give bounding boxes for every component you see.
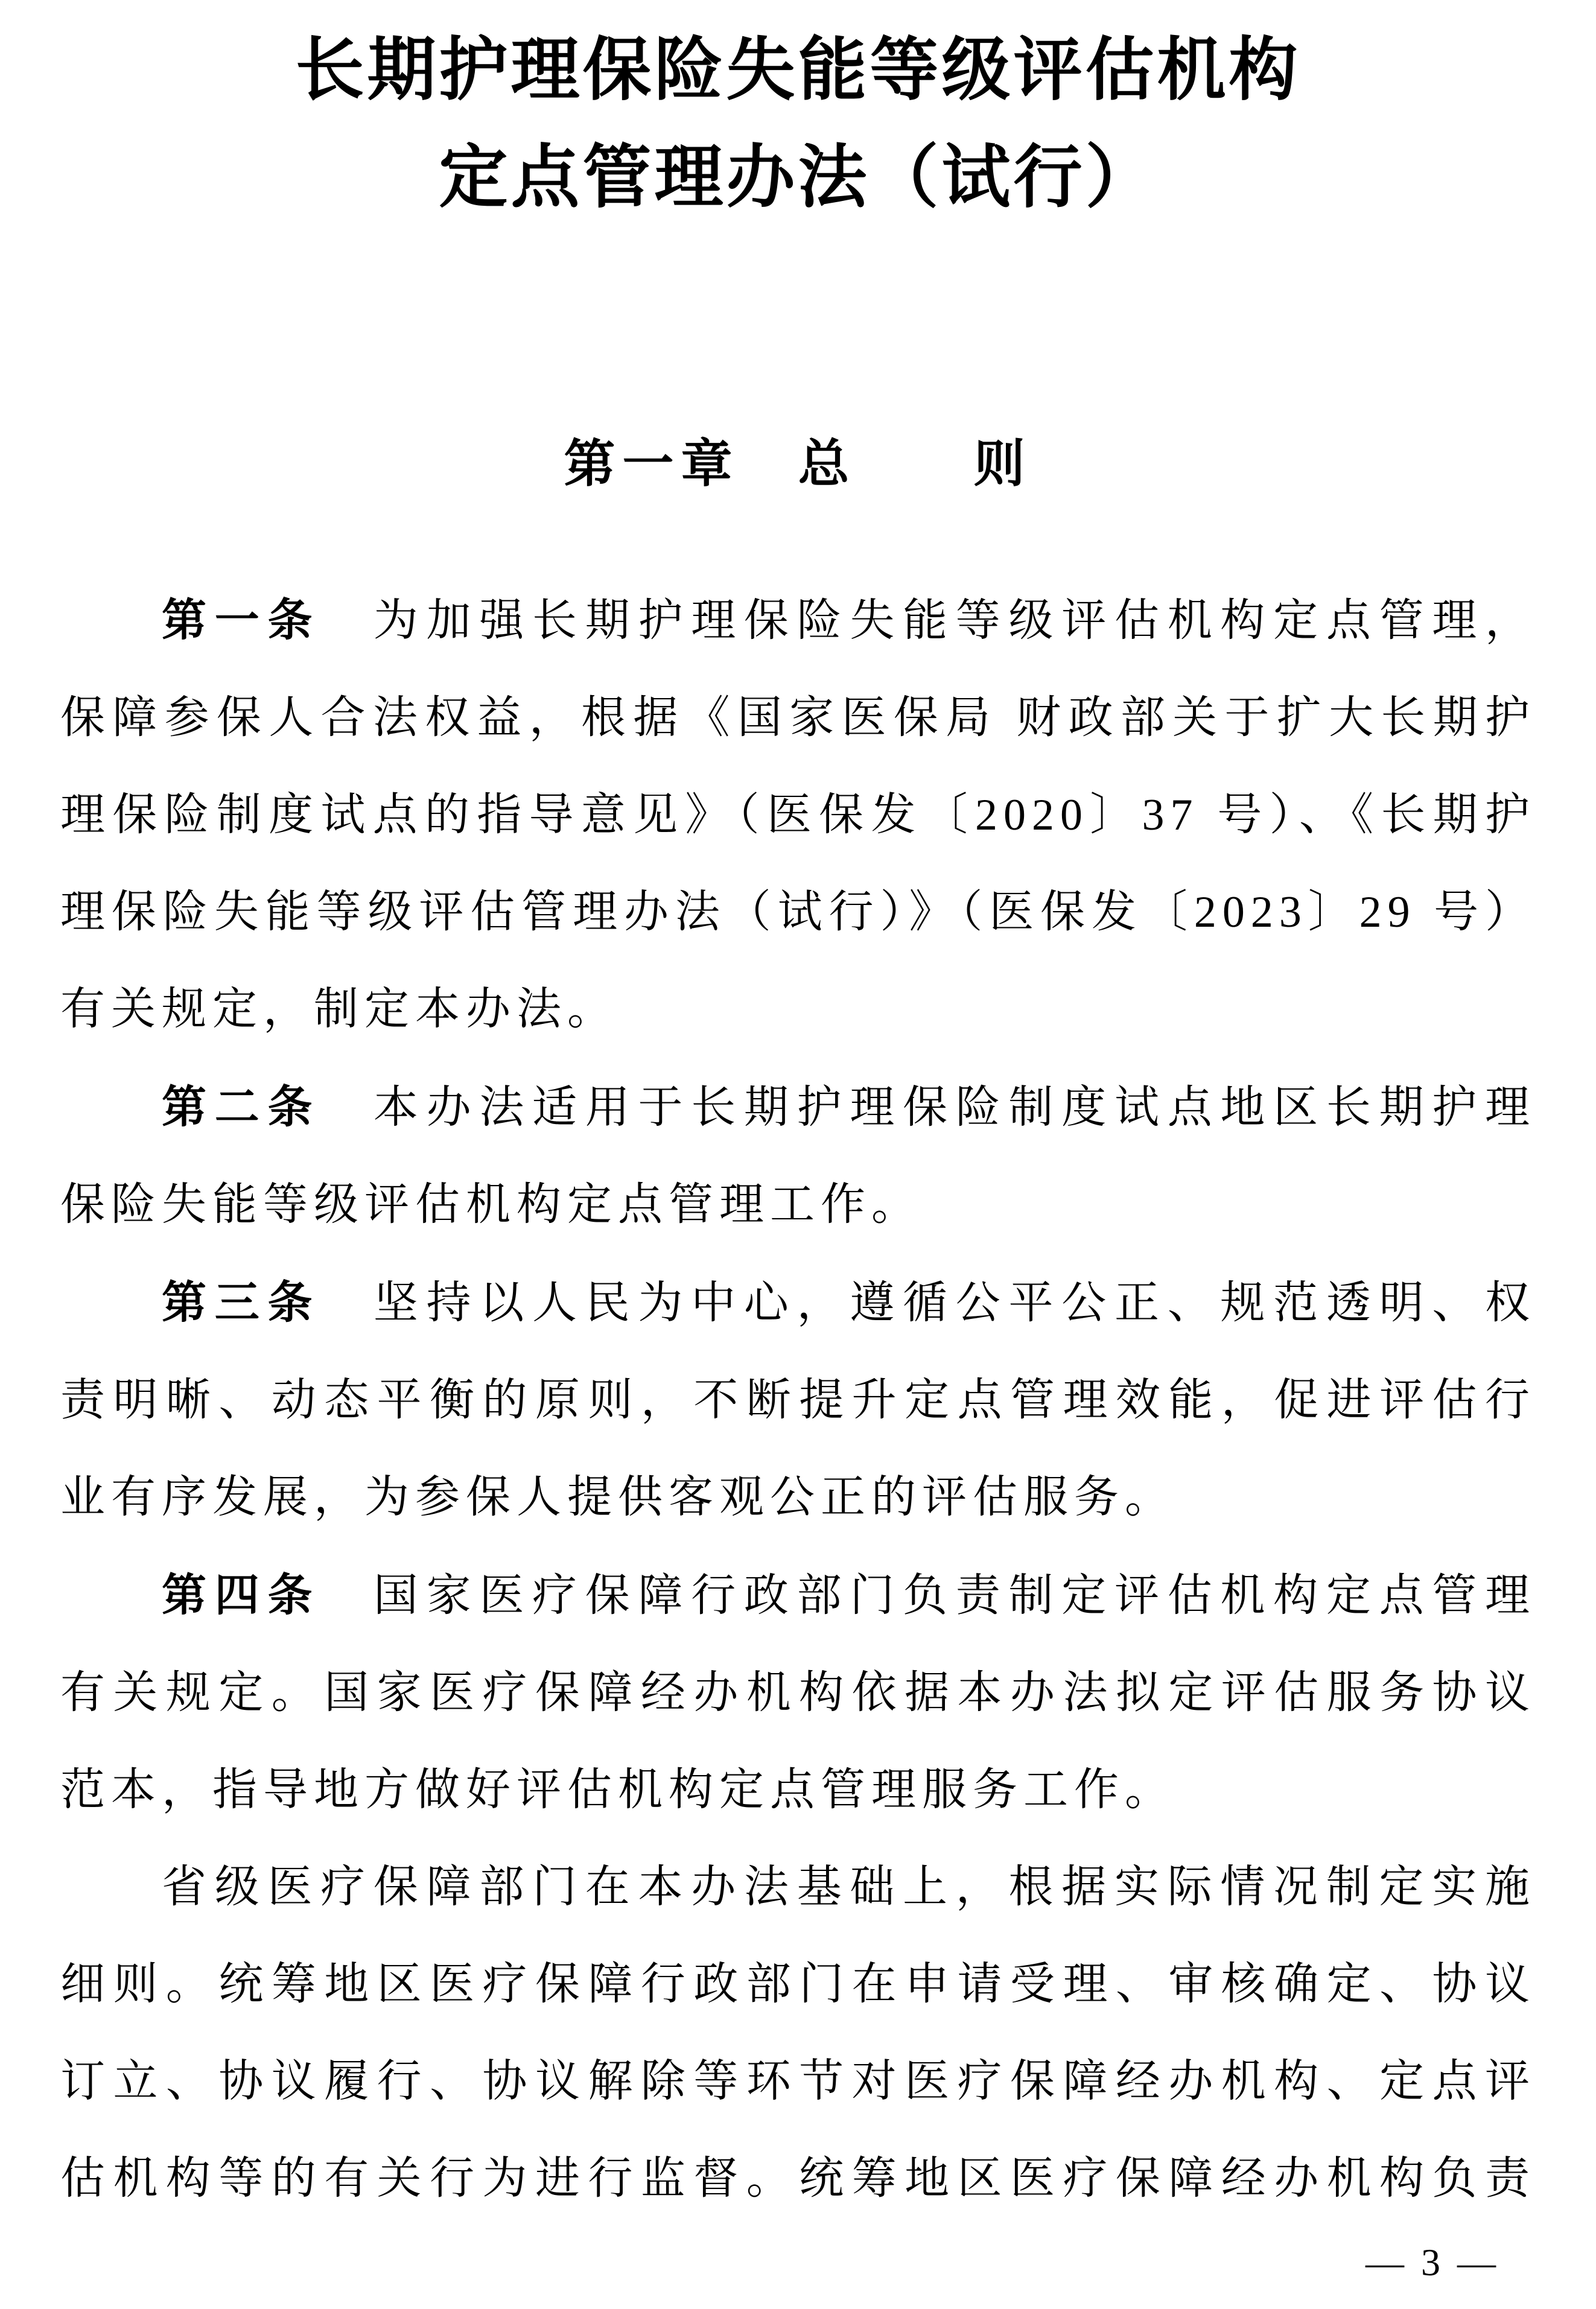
body-line: 有关规定。国家医疗保障经办机构依据本办法拟定评估服务协议 bbox=[60, 1668, 1536, 1718]
paragraph bbox=[60, 1058, 1536, 1254]
paragraph bbox=[60, 1254, 1536, 1546]
body-line: 保障参保人合法权益，根据《国家医保局 财政部关于扩大长期护 bbox=[60, 693, 1536, 743]
body-line: 细则。统筹地区医疗保障行政部门在申请受理、审核确定、协议 bbox=[60, 1960, 1536, 2009]
document-body bbox=[60, 571, 1536, 2228]
page-number: — 3 — bbox=[1366, 2241, 1499, 2284]
body-line: 有关规定，制定本办法。 bbox=[60, 985, 618, 1034]
article-number: 第二条 bbox=[162, 1082, 321, 1132]
article-number: 第一条 bbox=[162, 595, 321, 645]
article-number: 第四条 bbox=[162, 1570, 321, 1620]
paragraph bbox=[60, 571, 1536, 1058]
document-title bbox=[0, 17, 1596, 232]
body-line bbox=[60, 571, 1536, 670]
body-line: 理保险制度试点的指导意见》（医保发〔2020〕37 号）、《长期护 bbox=[60, 790, 1536, 840]
line-text: 本办法适用于长期护理保险制度试点地区长期护理 bbox=[320, 1083, 1536, 1132]
line-text: 为加强长期护理保险失能等级评估机构定点管理， bbox=[320, 596, 1536, 646]
body-line: 估机构等的有关行为进行监督。统筹地区医疗保障经办机构负责 bbox=[60, 2154, 1536, 2203]
body-line: 保险失能等级评估机构定点管理工作。 bbox=[60, 1180, 922, 1230]
document-title-line2: 定点管理办法（试行） bbox=[439, 139, 1157, 216]
body-line: 省级医疗保障部门在本办法基础上，根据实际情况制定实施 bbox=[162, 1863, 1536, 1912]
line-text: 坚持以人民为中心，遵循公平公正、规范透明、权 bbox=[320, 1278, 1536, 1328]
document-title-line1: 长期护理保险失能等级评估机构 bbox=[295, 32, 1301, 109]
paragraph bbox=[60, 1839, 1536, 2228]
body-line: 范本，指导地方做好评估机构定点管理服务工作。 bbox=[60, 1765, 1175, 1815]
body-line bbox=[60, 1058, 1536, 1157]
body-line: 责明晰、动态平衡的原则，不断提升定点管理效能，促进评估行 bbox=[60, 1376, 1536, 1425]
article-number: 第三条 bbox=[162, 1277, 321, 1327]
line-text: 国家医疗保障行政部门负责制定评估机构定点管理 bbox=[320, 1571, 1536, 1621]
body-line: 理保险失能等级评估管理办法（试行）》（医保发〔2023〕29 号） bbox=[60, 888, 1536, 937]
body-line bbox=[60, 1254, 1536, 1352]
chapter-heading: 第一章 总 则 bbox=[564, 436, 1032, 493]
body-line bbox=[60, 1546, 1536, 1645]
paragraph bbox=[60, 1546, 1536, 1839]
body-line: 业有序发展，为参保人提供客观公正的评估服务。 bbox=[60, 1473, 1175, 1522]
body-line: 订立、协议履行、协议解除等环节对医疗保障经办机构、定点评 bbox=[60, 2057, 1536, 2106]
